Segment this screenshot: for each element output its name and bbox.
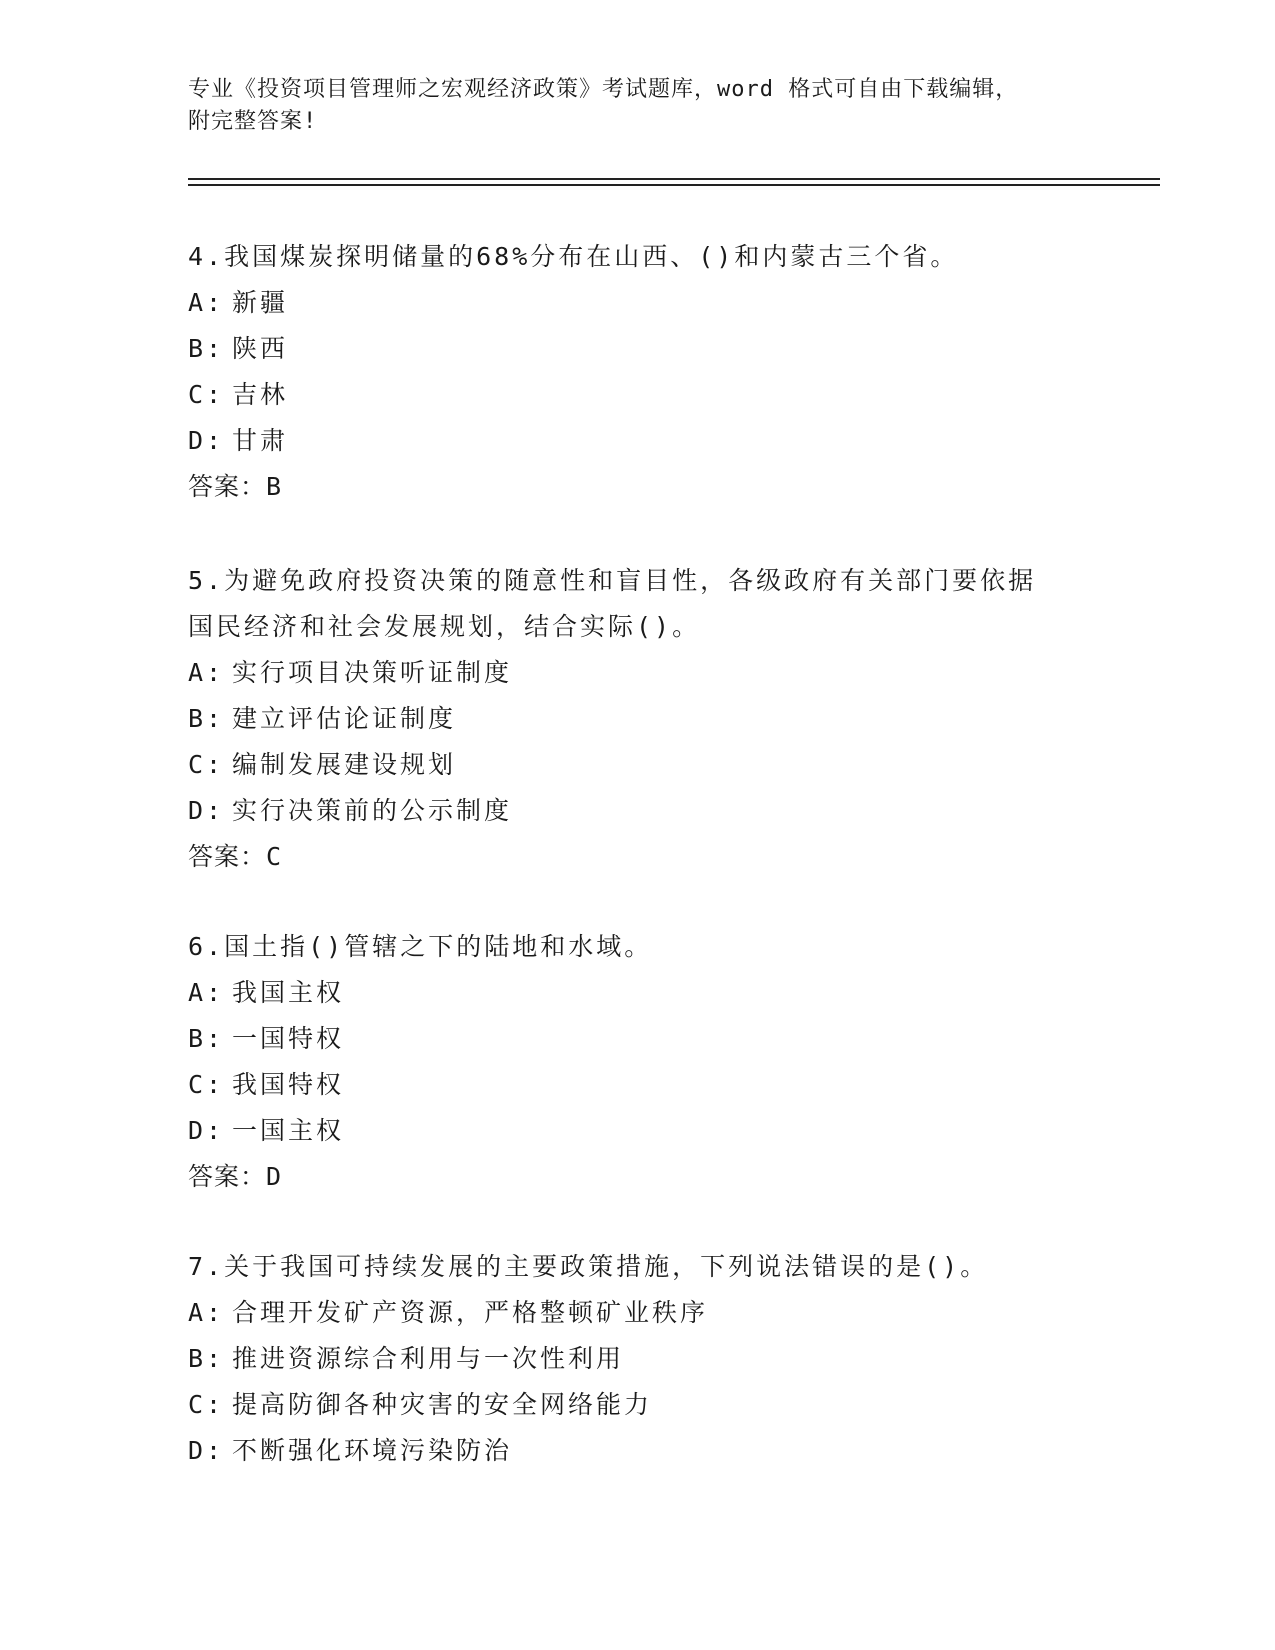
option-d [188,1108,1088,1154]
option-text: 实行项目决策听证制度 [232,658,513,687]
question-stem-line-1: 5.为避免政府投资决策的随意性和盲目性，各级政府有关部门要依据 [188,566,1037,595]
option-key: B: [188,704,225,733]
option-text: 一国特权 [232,1024,345,1053]
option-key: C: [188,1070,225,1099]
option-a [188,280,1088,326]
answer-label: 答案： [188,472,267,501]
option-a [188,970,1088,1016]
answer-label: 答案： [188,842,267,871]
option-key: D: [188,796,225,825]
option-text: 一国主权 [232,1116,345,1145]
header-line-2: 附完整答案! [188,109,318,134]
option-a [188,1290,1088,1336]
option-text: 建立评估论证制度 [232,704,457,733]
option-key: D: [188,1116,225,1145]
header-divider-top [188,178,1160,180]
header-divider-bottom [188,184,1160,186]
header-line-1: 专业《投资项目管理师之宏观经济政策》考试题库，word 格式可自由下载编辑， [188,77,1019,102]
option-key: A: [188,288,225,317]
option-d [188,1428,1088,1474]
option-text: 新疆 [232,288,289,317]
question-stem-line-2: 国民经济和社会发展规划，结合实际()。 [188,612,701,641]
question-6 [188,924,1088,1200]
option-key: B: [188,1344,225,1373]
option-text: 实行决策前的公示制度 [232,796,513,825]
answer-value: C [266,842,284,871]
option-key: D: [188,1436,225,1465]
question-stem: 4.我国煤炭探明储量的68%分布在山西、()和内蒙古三个省。 [188,242,959,271]
option-text: 我国主权 [232,978,345,1007]
option-c [188,1382,1088,1428]
option-b [188,326,1088,372]
option-b [188,1016,1088,1062]
option-c [188,742,1088,788]
question-stem: 6.国土指()管辖之下的陆地和水域。 [188,932,653,961]
question-7 [188,1244,1088,1474]
option-key: C: [188,1390,225,1419]
question-4 [188,234,1088,510]
option-key: A: [188,658,225,687]
option-b [188,1336,1088,1382]
answer-value: D [266,1162,284,1191]
option-key: B: [188,1024,225,1053]
option-d [188,788,1088,834]
question-stem: 7.关于我国可持续发展的主要政策措施，下列说法错误的是()。 [188,1252,989,1281]
option-text: 陕西 [232,334,289,363]
answer-line [188,464,1088,510]
option-d [188,418,1088,464]
document-header [188,74,1068,138]
answer-line [188,1154,1088,1200]
option-a [188,650,1088,696]
option-text: 合理开发矿产资源，严格整顿矿业秩序 [232,1298,709,1327]
answer-label: 答案： [188,1162,267,1191]
option-c [188,1062,1088,1108]
option-c [188,372,1088,418]
option-text: 推进资源综合利用与一次性利用 [232,1344,625,1373]
option-key: C: [188,750,225,779]
option-key: C: [188,380,225,409]
option-text: 甘肃 [232,426,289,455]
answer-value: B [266,472,284,501]
option-text: 编制发展建设规划 [232,750,457,779]
option-text: 提高防御各种灾害的安全网络能力 [232,1390,653,1419]
option-key: D: [188,426,225,455]
option-key: A: [188,1298,225,1327]
question-5 [188,558,1088,880]
option-key: A: [188,978,225,1007]
answer-line [188,834,1088,880]
option-text: 我国特权 [232,1070,345,1099]
option-b [188,696,1088,742]
option-key: B: [188,334,225,363]
option-text: 吉林 [232,380,289,409]
option-text: 不断强化环境污染防治 [232,1436,513,1465]
